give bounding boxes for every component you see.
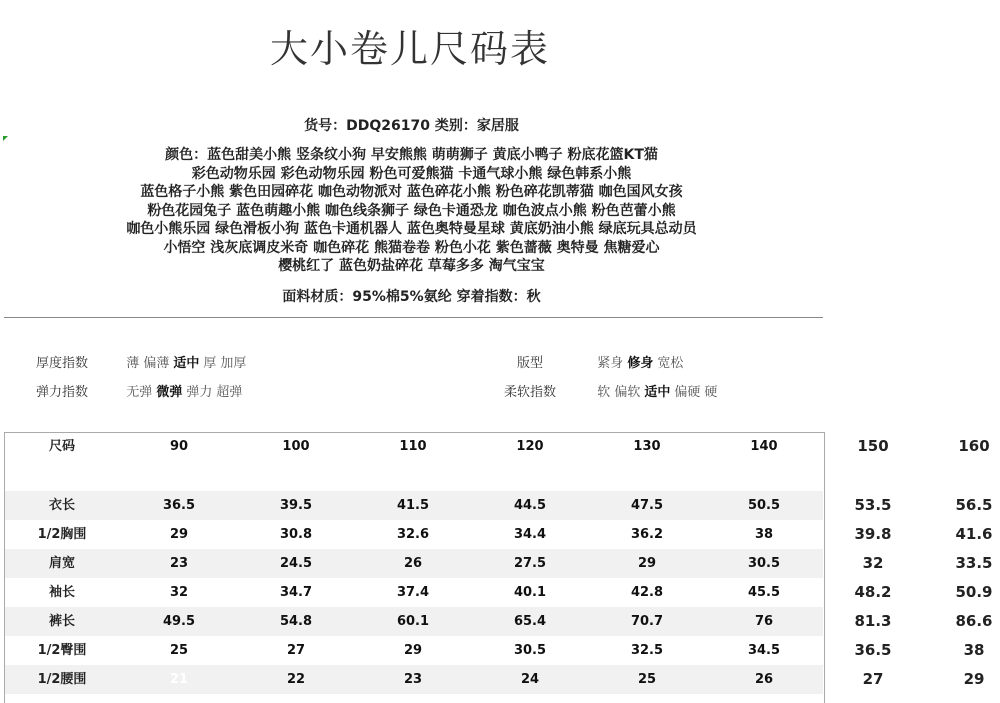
- size-header-cell: 110: [399, 439, 427, 454]
- fit-option: 宽松: [657, 356, 684, 371]
- color-line: 粉色花园兔子 蓝色萌趣小熊 咖色线条狮子 绿色卡通恐龙 咖色波点小熊 粉色芭蕾小熊: [147, 202, 676, 219]
- table-cell: 39.8: [854, 525, 892, 543]
- color-line: 彩色动物乐园 彩色动物乐园 粉色可爱熊猫 卡通气球小熊 绿色韩系小熊: [191, 165, 632, 182]
- size-header-cell: 90: [169, 439, 189, 454]
- row-label: 肩宽: [48, 556, 75, 571]
- table-cell: 40.1: [513, 585, 547, 600]
- table-cell: 34.5: [747, 643, 781, 658]
- size-header-label: 尺码: [48, 439, 75, 454]
- thickness-attribute: [36, 352, 250, 371]
- table-cell: 53.5: [854, 496, 892, 514]
- table-cell: 42.8: [630, 585, 664, 600]
- table-cell: 36.5: [162, 498, 196, 513]
- table-cell: 65.4: [513, 614, 547, 629]
- row-label: 袖长: [48, 585, 75, 600]
- size-header-cell: 160: [958, 437, 990, 455]
- table-cell: 39.5: [279, 498, 313, 513]
- table-cell: 29: [169, 527, 189, 542]
- table-cell: 54.8: [279, 614, 313, 629]
- table-row: [5, 549, 993, 578]
- table-cell: 24: [520, 672, 540, 687]
- size-header-cell: 130: [633, 439, 661, 454]
- color-list: [0, 146, 823, 276]
- elasticity-options: [126, 385, 246, 400]
- table-cell: 50.5: [747, 498, 781, 513]
- table-cell: 47.5: [630, 498, 664, 513]
- elasticity-option: 超弹: [216, 385, 243, 400]
- thickness-option: 适中: [173, 356, 200, 371]
- fit-label: 版型: [517, 356, 544, 371]
- table-cell: 30.5: [747, 556, 781, 571]
- softness-option: 偏软: [614, 385, 641, 400]
- table-cell: 60.1: [396, 614, 430, 629]
- table-cell: 81.3: [854, 612, 892, 630]
- table-cell: 30.5: [513, 643, 547, 658]
- table-cell: 41.6: [955, 525, 993, 543]
- color-line: 小悟空 浅灰底调皮米奇 咖色碎花 熊猫卷卷 粉色小花 紫色蔷薇 奥特曼 焦糖爱心: [163, 239, 660, 256]
- table-cell: 45.5: [747, 585, 781, 600]
- table-cell: 26: [403, 556, 423, 571]
- table-cell: 38: [963, 641, 985, 659]
- size-header-cell: 150: [857, 437, 889, 455]
- size-header-cell: 100: [282, 439, 310, 454]
- table-cell: 33.5: [955, 554, 993, 572]
- fit-attribute: [517, 352, 687, 371]
- table-row: [5, 665, 985, 694]
- table-row: [5, 636, 985, 665]
- softness-attribute: [504, 381, 721, 400]
- elasticity-attribute: [36, 381, 246, 400]
- row-label: 1/2臀围: [37, 643, 87, 658]
- table-cell: 41.5: [396, 498, 430, 513]
- softness-option: 偏硬: [674, 385, 701, 400]
- table-cell: 32.6: [396, 527, 430, 542]
- fit-options: [597, 356, 687, 371]
- table-cell: 37.4: [396, 585, 430, 600]
- softness-option: 适中: [644, 385, 671, 400]
- table-cell: 21: [169, 672, 189, 687]
- table-cell: 70.7: [630, 614, 664, 629]
- divider: [4, 317, 823, 318]
- color-line: 咖色小熊乐园 绿色滑板小狗 蓝色卡通机器人 蓝色奥特曼星球 黄底奶油小熊 绿底玩具总动员: [126, 221, 697, 237]
- table-cell: 86.6: [955, 612, 993, 630]
- table-cell: 49.5: [162, 614, 196, 629]
- table-cell: 50.9: [955, 583, 993, 601]
- table-cell: 24.5: [279, 556, 313, 571]
- table-cell: 32.5: [630, 643, 664, 658]
- size-header-cell: 140: [750, 439, 778, 454]
- table-cell: 30.8: [279, 527, 313, 542]
- table-row: [5, 607, 993, 636]
- item-info-line: 货号：DDQ26170 类别：家居服: [304, 118, 519, 134]
- material-line: 面料材质：95%棉5%氨纶 穿着指数：秋: [282, 289, 541, 305]
- table-cell: 23: [403, 672, 423, 687]
- table-cell: 34.7: [279, 585, 313, 600]
- table-cell: 56.5: [955, 496, 993, 514]
- fit-option: 修身: [627, 356, 654, 371]
- table-cell: 34.4: [513, 527, 547, 542]
- table-row: [5, 578, 993, 607]
- softness-option: 软: [597, 385, 611, 400]
- table-cell: 76: [754, 614, 774, 629]
- table-cell: 32: [169, 585, 189, 600]
- page-title: 大小卷儿尺码表: [270, 27, 551, 71]
- row-label: 1/2腰围: [37, 672, 87, 687]
- elasticity-option: 弹力: [186, 385, 213, 400]
- table-row: [5, 491, 993, 520]
- table-row: [5, 520, 993, 549]
- table-cell: 29: [963, 670, 985, 688]
- thickness-option: 偏薄: [143, 356, 170, 371]
- table-cell: 29: [403, 643, 423, 658]
- fit-option: 紧身: [597, 356, 624, 371]
- table-cell: 36.5: [854, 641, 892, 659]
- thickness-option: 厚: [203, 356, 217, 371]
- row-label: 裤长: [48, 614, 75, 629]
- elasticity-label: 弹力指数: [36, 385, 89, 400]
- thickness-option: 薄: [126, 356, 140, 371]
- thickness-options: [126, 356, 250, 371]
- softness-option: 硬: [704, 385, 718, 400]
- color-line: 颜色：蓝色甜美小熊 竖条纹小狗 早安熊熊 萌萌狮子 黄底小鸭子 粉底花篮KT猫: [165, 147, 658, 163]
- thickness-option: 加厚: [220, 356, 247, 371]
- elasticity-option: 微弹: [156, 385, 183, 400]
- thickness-label: 厚度指数: [36, 356, 89, 371]
- softness-label: 柔软指数: [504, 385, 557, 400]
- size-header-row: [5, 432, 1000, 461]
- table-cell: 27: [862, 670, 884, 688]
- table-cell: 22: [286, 672, 306, 687]
- table-cell: 44.5: [513, 498, 547, 513]
- table-cell: 27: [286, 643, 306, 658]
- table-cell: 27.5: [513, 556, 547, 571]
- table-cell: 32: [862, 554, 884, 572]
- corner-marker-icon: [3, 136, 8, 141]
- elasticity-option: 无弹: [126, 385, 153, 400]
- row-label: 1/2胸围: [37, 527, 87, 542]
- size-header-cell: 120: [516, 439, 544, 454]
- table-cell: 36.2: [630, 527, 664, 542]
- table-cell: 25: [637, 672, 657, 687]
- table-cell: 23: [169, 556, 189, 571]
- table-cell: 25: [169, 643, 189, 658]
- table-cell: 48.2: [854, 583, 892, 601]
- softness-options: [597, 385, 721, 400]
- table-cell: 38: [754, 527, 774, 542]
- row-label: 衣长: [48, 498, 75, 513]
- table-cell: 29: [637, 556, 657, 571]
- color-line: 蓝色格子小熊 紫色田园碎花 咖色动物派对 蓝色碎花小熊 粉色碎花凯蒂猫 咖色国风女孩: [140, 184, 683, 200]
- table-cell: 26: [754, 672, 774, 687]
- color-line: 樱桃红了 蓝色奶盐碎花 草莓多多 淘气宝宝: [278, 258, 545, 274]
